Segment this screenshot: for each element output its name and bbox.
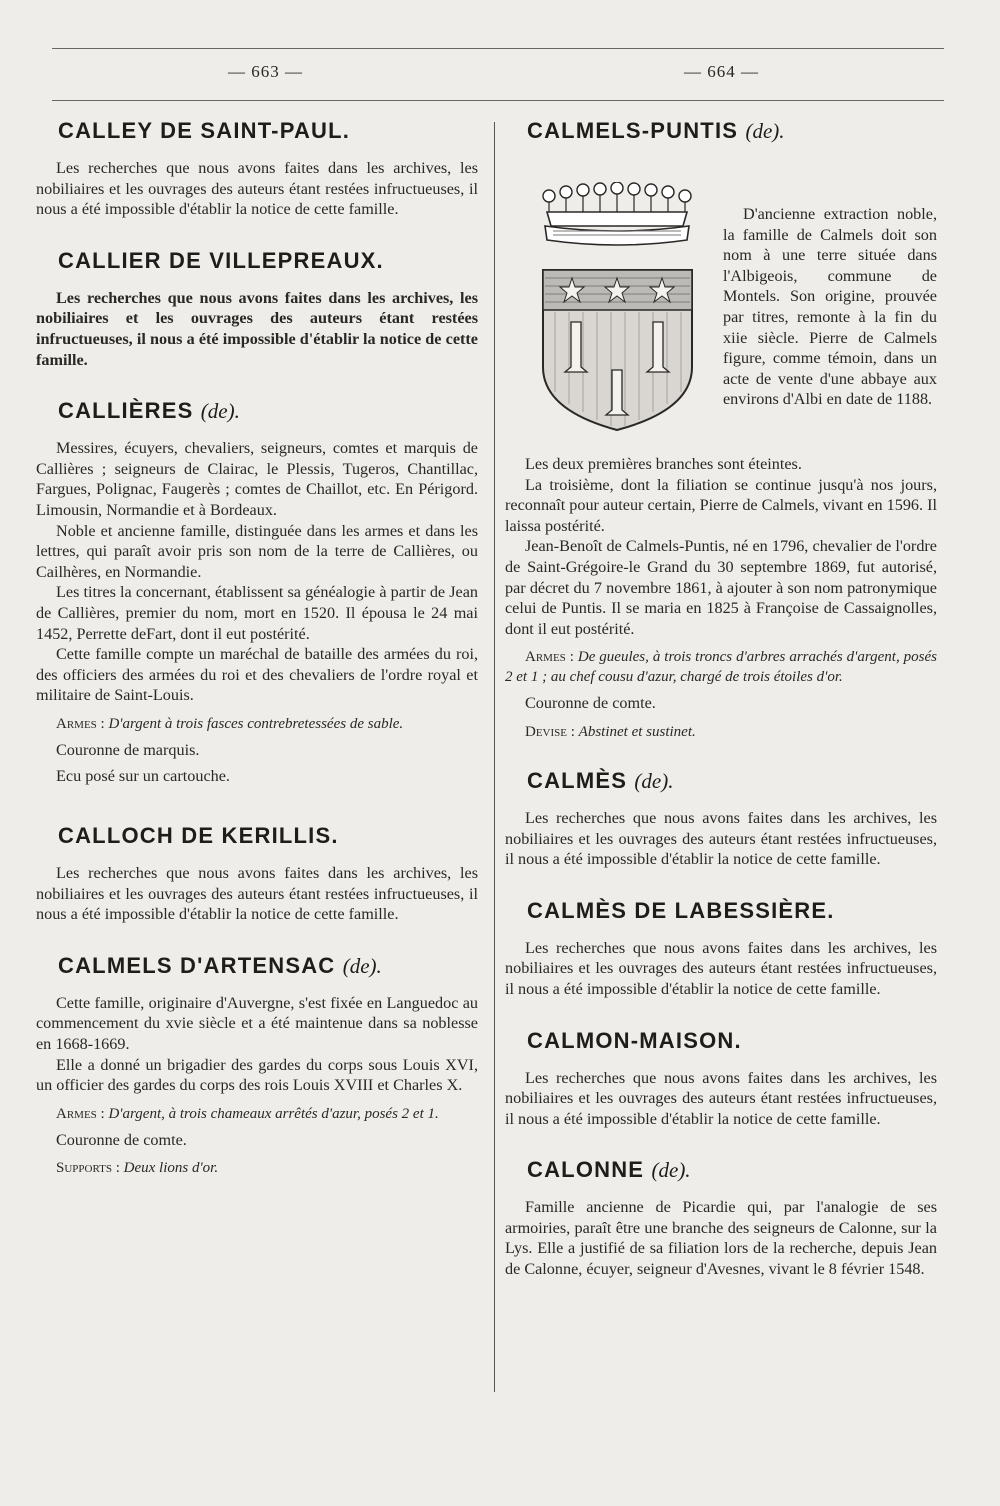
left-page-number: — 663 — (228, 62, 303, 81)
entry-callieres (36, 398, 478, 787)
entry-text: Messires, écuyers, chevaliers, seigneurs, comtes et marquis de Callières ; seigneurs de Clairac, le Plessis, Tugeros, Chantillac, Fargues, Polignac, Faugerès ; comtes de Chaillot, etc. En Périgord. Limousin, Normandie et à Bordeaux. (36, 439, 478, 519)
entry-calmels-artensac (36, 953, 478, 1179)
right-column (505, 118, 937, 1308)
entry-calley (36, 118, 478, 220)
entry-text: Les deux premières branches sont éteintes. (525, 455, 802, 473)
arms-text: Armes : D'argent, à trois chameaux arrêtés d'azur, posés 2 et 1. (56, 1105, 439, 1122)
entry-calmon-maison (505, 1028, 937, 1130)
entry-title: CALMON-MAISON. (527, 1027, 742, 1053)
entry-title: CALMÈS (de). (527, 767, 674, 793)
entry-callier (36, 248, 478, 370)
shield-note: Ecu posé sur un cartouche. (56, 767, 230, 786)
entry-title: CALLIÈRES (de). (58, 398, 240, 424)
entry-text: Les recherches que nous avons faites dans les archives, les nobiliaires et les ouvrages des auteurs étant restées infructueuses, il nous a été impossible d'établir la notice de cette famille. (505, 808, 937, 869)
crown-text: Couronne de marquis. (56, 740, 200, 759)
entry-title: CALMÈS DE LABESSIÈRE. (527, 897, 835, 923)
entry-text: Cette famille, originaire d'Auvergne, s'est fixée en Languedoc au commencement du xvie siècle et a été maintenue dans sa noblesse en 1668-1669. (36, 993, 478, 1054)
entry-text: Famille ancienne de Picardie qui, par l'analogie de ses armoiries, paraît être une branche des seigneurs de Calonne, sur la Lys. Elle a justifié de sa filiation lors de la recherche, depuis Jean de Calonne, écuyer, seigneur d'Avesnes, vivant le 8 février 1548. (505, 1198, 937, 1279)
entry-text: Les recherches que nous avons faites dans les archives, les nobiliaires et les ouvrages des auteurs étant restées infructueuses, il nous a été impossible d'établir la notice de cette famille. (505, 1068, 937, 1128)
entry-calonne (505, 1157, 937, 1279)
crown-text: Couronne de comte. (525, 694, 656, 713)
left-column (36, 118, 478, 1206)
entry-intro-text: D'ancienne extraction noble, la famille de Calmels doit son nom à une terre située dans l'Albigeois, commune de Montels. Son origine, prouvée par titres, remonte à la fin du xiie siècle. Pierre de Calmels figure, comme témoin, dans un acte de vente d'une abbaye aux environs d'Albi en date de 1188. (723, 205, 937, 409)
entry-title: CALMELS D'ARTENSAC (de). (58, 952, 382, 978)
header-rule (52, 100, 944, 101)
entry-calloch (36, 823, 478, 925)
entry-calmes (505, 768, 937, 870)
entry-text: Les recherches que nous avons faites dans les archives, les nobiliaires et les ouvrages des auteurs étant restées infructueuses, il nous a été impossible d'établir la notice de cette famille. (36, 864, 478, 924)
entry-text: La troisième, dont la filiation se continue jusqu'à nos jours, reconnaît pour auteur certain, Pierre de Calmels, vivant en 1596. Il laissa postérité. (505, 475, 937, 535)
entry-calmels-puntis (505, 118, 937, 742)
entry-title: CALMELS-PUNTIS (de). (527, 118, 785, 143)
entry-text: Noble et ancienne famille, distinguée dans les armes et dans les lettres, qui paraît avoir pris son nom de la terre de Callières, ou Cailhères, en Normandie. (36, 521, 478, 581)
arms-text: Armes : D'argent à trois fasces contrebretessées de sable. (56, 715, 404, 732)
top-rule (52, 48, 944, 49)
coat-of-arms-image (535, 182, 700, 432)
supports-text: Supports : Deux lions d'or. (56, 1160, 219, 1177)
entry-text: Les recherches que nous avons faites dans les archives, les nobiliaires et les ouvrages des auteurs étant restées infructueuses, il nous a été impossible d'établir la notice de cette famille. (36, 288, 478, 369)
entry-text: Elle a donné un brigadier des gardes du corps sous Louis XVI, un officier des gardes du corps des rois Louis XVIII et Charles X. (36, 1055, 478, 1095)
entry-title: CALONNE (de). (527, 1157, 691, 1183)
entry-text: Les recherches que nous avons faites dans les archives, les nobiliaires et les ouvrages des auteurs étant restées infructueuses, il nous a été impossible d'établir la notice de cette famille. (505, 938, 937, 998)
entry-title: CALLOCH DE KERILLIS. (58, 823, 339, 849)
right-page-number: — 664 — (684, 62, 759, 81)
crown-text: Couronne de comte. (56, 1130, 187, 1149)
entry-text: Jean-Benoît de Calmels-Puntis, né en 1796, chevalier de l'ordre de Saint-Grégoire-le Grand du 30 septembre 1869, fut autorisé, par décret du 7 novembre 1861, à ajouter à son nom patronymique celui de Puntis. Il se maria en 1825 à Françoise de Cassaignolles, dont il eut postérité. (505, 537, 937, 638)
devise-text: Devise : Abstinet et sustinet. (525, 723, 696, 740)
entry-text: Cette famille compte un maréchal de bataille des armées du roi, des officiers des armées du roi et des chevaliers de l'ordre royal et militaire de Saint-Louis. (36, 645, 478, 705)
arms-text: Armes : De gueules, à trois troncs d'arbres arrachés d'argent, posés 2 et 1 ; au chef cousu d'azur, chargé de trois étoiles d'or. (505, 649, 937, 686)
entry-text: Les titres la concernant, établissent sa généalogie à partir de Jean de Callières, premier du nom, mort en 1520. Il épousa le 24 mai 1452, Perrette deFart, dont il eut postérité. (36, 583, 478, 643)
entry-calmes-labessiere (505, 898, 937, 1000)
entry-title: CALLIER DE VILLEPREAUX. (58, 247, 384, 273)
entry-text: Les recherches que nous avons faites dans les archives, les nobiliaires et les ouvrages des auteurs étant restées infructueuses, il nous a été impossible d'établir la notice de cette famille. (36, 159, 478, 219)
entry-title: CALLEY DE SAINT-PAUL. (58, 118, 351, 143)
column-divider (494, 122, 495, 1392)
